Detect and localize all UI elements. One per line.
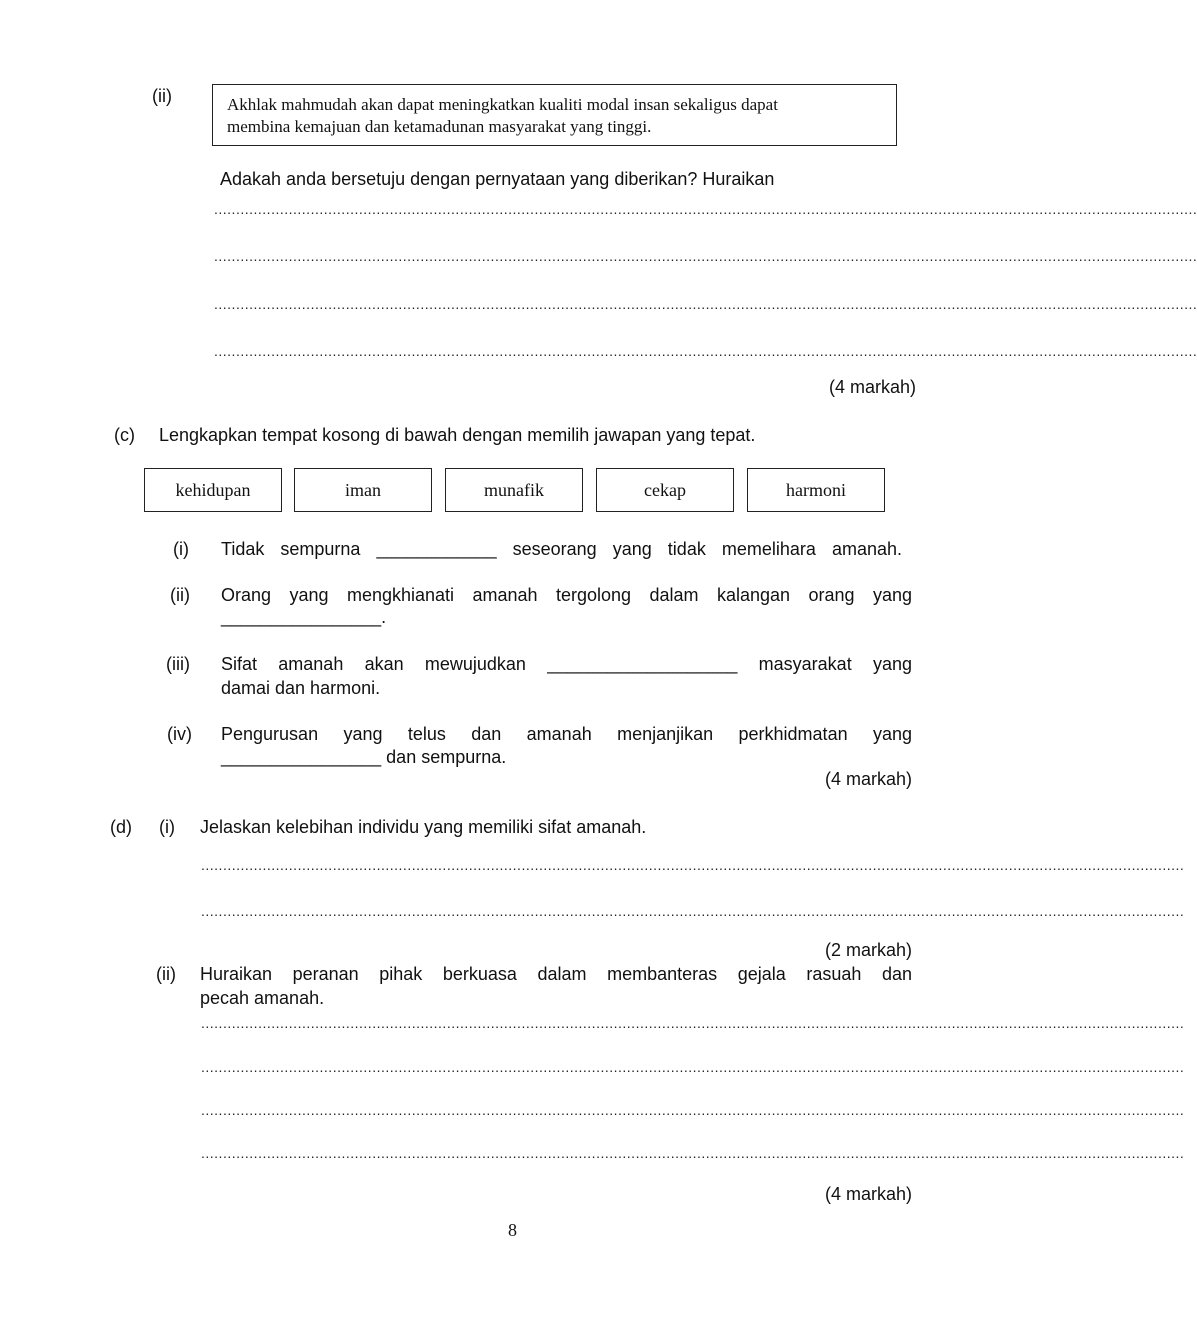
marks-b-ii: (4 markah) <box>828 377 916 397</box>
statement-line-1: Akhlak mahmudah akan dapat meningkatkan kualiti modal insan sekaligus dapat <box>227 95 778 114</box>
answer-line[interactable]: ................................................................................................................................................................................................................................ <box>201 1102 1185 1118</box>
answer-line[interactable]: ................................................................................................................................................................................................................................ <box>201 1145 1185 1161</box>
item-text-line-2: damai dan harmoni. <box>221 678 381 698</box>
item-text-line-1: Sifat amanah akan mewujudkan ___________________ masyarakat yang <box>221 654 912 674</box>
answer-line[interactable]: ................................................................................................................................................................................................................................ <box>201 903 1185 919</box>
option-box: iman <box>294 468 432 512</box>
item-label-d-i: (i) <box>159 817 175 837</box>
section-label-c: (c) <box>114 425 135 445</box>
option-box: cekap <box>596 468 734 512</box>
item-label-d-ii: (ii) <box>156 964 176 984</box>
item-label-b-ii: (ii) <box>152 86 172 106</box>
option-box: munafik <box>445 468 583 512</box>
question-b-ii: Adakah anda bersetuju dengan pernyataan yang diberikan? Huraikan <box>220 169 775 189</box>
statement-line-2: membina kemajuan dan ketamadunan masyarakat yang tinggi. <box>227 117 652 136</box>
answer-line[interactable]: ................................................................................................................................................................................................................................ <box>214 296 1197 312</box>
item-number: (ii) <box>170 585 190 605</box>
item-number: (iii) <box>166 654 190 674</box>
option-box: kehidupan <box>144 468 282 512</box>
marks-d-i: (2 markah) <box>824 940 912 960</box>
item-text-line-1: Orang yang mengkhianati amanah tergolong dalam kalangan orang yang <box>221 585 912 605</box>
answer-line[interactable]: ................................................................................................................................................................................................................................ <box>214 248 1197 264</box>
instruction-c: Lengkapkan tempat kosong di bawah dengan memilih jawapan yang tepat. <box>159 425 756 445</box>
item-number: (iv) <box>167 724 192 744</box>
answer-line[interactable]: ................................................................................................................................................................................................................................ <box>214 201 1197 217</box>
answer-line[interactable]: ................................................................................................................................................................................................................................ <box>201 857 1185 873</box>
page-number: 8 <box>508 1220 517 1240</box>
question-d-ii-line-2: pecah amanah. <box>200 988 325 1008</box>
question-d-ii-line-1: Huraikan peranan pihak berkuasa dalam membanteras gejala rasuah dan <box>200 964 912 984</box>
statement-box <box>212 84 897 146</box>
question-d-i: Jelaskan kelebihan individu yang memiliki sifat amanah. <box>200 817 647 837</box>
answer-line[interactable]: ................................................................................................................................................................................................................................ <box>201 1059 1185 1075</box>
option-box: harmoni <box>747 468 885 512</box>
item-text-line-1: Tidak sempurna ____________ seseorang yang tidak memelihara amanah. <box>221 539 902 559</box>
marks-d-ii: (4 markah) <box>824 1184 912 1204</box>
answer-line[interactable]: ................................................................................................................................................................................................................................ <box>214 343 1197 359</box>
item-text-line-2: ________________ dan sempurna. <box>221 747 507 767</box>
section-label-d: (d) <box>110 817 132 837</box>
item-text-line-2: ________________. <box>221 607 387 627</box>
item-number: (i) <box>173 539 189 559</box>
answer-line[interactable]: ................................................................................................................................................................................................................................ <box>201 1015 1185 1031</box>
marks-c: (4 markah) <box>824 769 912 789</box>
item-text-line-1: Pengurusan yang telus dan amanah menjanjikan perkhidmatan yang <box>221 724 912 744</box>
